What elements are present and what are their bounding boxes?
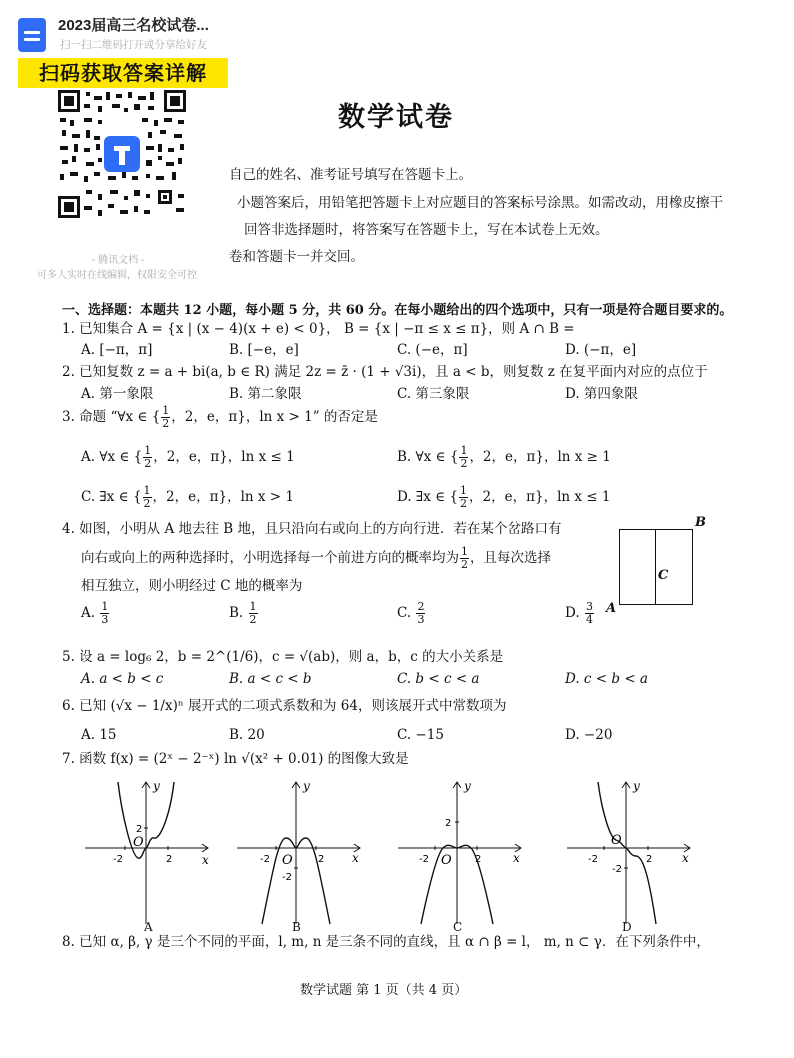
question-4-option-c[interactable]: C. $\frac{2}{3}$ bbox=[397, 600, 425, 626]
svg-text:2: 2 bbox=[166, 854, 173, 865]
question-2-option-d[interactable]: D. 第四象限 bbox=[565, 386, 638, 402]
svg-text:x: x bbox=[682, 851, 689, 865]
question-1-option-b[interactable]: B. [−e，e] bbox=[229, 342, 299, 358]
svg-text:2: 2 bbox=[136, 824, 143, 835]
question-4-line-2: 向右或向上的两种选择时，小明选择每一个前进方向的概率均为 $\frac{1}{2}$ ，且每次选择 bbox=[81, 545, 551, 571]
question-6-stem: 6. 已知 (√x − 1/x)ⁿ 展开式的二项式系数和为 64，则该展开式中常数项为 bbox=[62, 698, 507, 714]
svg-text:2: 2 bbox=[445, 818, 452, 829]
question-5-stem: 5. 设 a = log₆ 2，b = 2^(1/6)，c = √(ab)，则 a，b，c 的大小关系是 bbox=[62, 649, 504, 665]
question-1-option-c[interactable]: C. (−e，π] bbox=[397, 342, 468, 358]
svg-text:y: y bbox=[464, 779, 471, 793]
qr-caption-2: 可多人实时在线编辑，权限安全可控 bbox=[37, 270, 197, 281]
doc-subtitle: 扫一扫二维码打开或分享给好友 bbox=[60, 39, 207, 51]
question-3-option-c[interactable]: C. ∃x ∈ { $\frac{1}{2}$ ，2，e，π}，ln x > 1 bbox=[81, 484, 294, 510]
section-heading: 一、选择题：本题共 12 小题，每小题 5 分，共 60 分。在每小题给出的四个选项中，只有一项是符合题目要求的。 bbox=[62, 303, 733, 318]
svg-text:y: y bbox=[303, 779, 310, 793]
question-7-stem: 7. 函数 f(x) = (2ˣ − 2⁻ˣ) ln √(x² + 0.01) 的图像大致是 bbox=[62, 751, 409, 767]
grid-rect bbox=[619, 529, 693, 605]
question-6-option-c[interactable]: C. −15 bbox=[397, 727, 444, 743]
doc-title[interactable]: 2023届高三名校试卷... bbox=[58, 17, 209, 34]
question-5-option-c[interactable]: C. b < c < a bbox=[397, 671, 480, 687]
svg-text:-2: -2 bbox=[612, 864, 622, 875]
graph-c-plot bbox=[393, 776, 543, 926]
svg-text:-2: -2 bbox=[282, 872, 292, 883]
question-3-option-a[interactable]: A. ∀x ∈ { $\frac{1}{2}$ ，2，e，π}，ln x ≤ 1 bbox=[81, 444, 295, 470]
svg-text:y: y bbox=[633, 779, 640, 793]
graph-d-plot bbox=[562, 776, 712, 926]
question-3-option-d[interactable]: D. ∃x ∈ { $\frac{1}{2}$ ，2，e，π}，ln x ≤ 1 bbox=[397, 484, 611, 510]
note-line-4: 卷和答题卡一并交回。 bbox=[229, 249, 364, 265]
svg-text:2: 2 bbox=[646, 854, 653, 865]
page-title: 数学试卷 bbox=[338, 102, 454, 133]
question-4-figure bbox=[603, 515, 713, 615]
label-c: C bbox=[658, 568, 669, 583]
question-4-option-a[interactable]: A. $\frac{1}{3}$ bbox=[81, 600, 109, 626]
question-5-option-b[interactable]: B. a < c < b bbox=[229, 671, 312, 687]
note-line-2: 小题答案后，用铅笔把答题卡上对应题目的答案标号涂黑。如需改动，用橡皮擦干 bbox=[237, 195, 723, 211]
banner-text: 扫码获取答案详解 bbox=[39, 61, 207, 85]
answer-banner[interactable] bbox=[18, 58, 228, 88]
question-3-stem-a: 3. 命题 “∀x ∈ { bbox=[62, 409, 161, 425]
question-3-stem bbox=[62, 404, 378, 430]
question-1-option-a[interactable]: A. [−π，π] bbox=[81, 342, 153, 358]
graph-option-b[interactable] bbox=[232, 776, 382, 938]
question-8-stem: 8. 已知 α, β, γ 是三个不同的平面，l, m, n 是三条不同的直线，且 α ∩ β = l， m, n ⊂ γ．在下列条件中， bbox=[62, 934, 710, 950]
question-3-option-b[interactable]: B. ∀x ∈ { $\frac{1}{2}$ ，2，e，π}，ln x ≥ 1 bbox=[397, 444, 611, 470]
grid-divider bbox=[655, 529, 656, 605]
graph-a-plot bbox=[80, 776, 230, 926]
svg-text:2: 2 bbox=[475, 854, 482, 865]
note-line-1: 自己的姓名、准考证号填写在答题卡上。 bbox=[229, 167, 472, 183]
question-2-stem: 2. 已知复数 z = a + bi(a, b ∈ R) 满足 2z = z̄ · (1 + √3i)，且 a < b，则复数 z 在复平面内对应的点位于 bbox=[62, 364, 708, 380]
question-6-option-b[interactable]: B. 20 bbox=[229, 727, 265, 743]
graph-d-label: D bbox=[622, 920, 632, 934]
svg-text:x: x bbox=[202, 853, 209, 867]
svg-text:-2: -2 bbox=[588, 854, 598, 865]
svg-text:x: x bbox=[352, 851, 359, 865]
question-4-option-d[interactable]: D. $\frac{3}{4}$ bbox=[565, 600, 593, 626]
svg-text:O: O bbox=[282, 853, 293, 868]
question-4-option-b[interactable]: B. $\frac{1}{2}$ bbox=[229, 600, 257, 626]
graph-option-d[interactable] bbox=[562, 776, 712, 938]
label-a: A bbox=[606, 601, 617, 616]
question-2-option-a[interactable]: A. 第一象限 bbox=[81, 386, 154, 402]
label-b: B bbox=[695, 515, 706, 530]
question-3-stem-b: ，2，e，π}，ln x > 1” 的否定是 bbox=[171, 409, 378, 425]
fraction: $\frac{1}{2}$ bbox=[162, 404, 170, 430]
graph-option-c[interactable] bbox=[393, 776, 543, 938]
graph-b-label: B bbox=[292, 920, 301, 934]
svg-text:O: O bbox=[611, 833, 622, 848]
question-4-line-1: 4. 如图，小明从 A 地去往 B 地，且只沿向右或向上的方向行进．若在某个岔路口有 bbox=[62, 521, 562, 537]
page-footer: 数学试题 第 1 页（共 4 页） bbox=[300, 983, 468, 998]
svg-text:O: O bbox=[133, 835, 144, 850]
qr-code[interactable] bbox=[58, 90, 186, 218]
question-5-option-d[interactable]: D. c < b < a bbox=[565, 671, 648, 687]
question-2-option-b[interactable]: B. 第二象限 bbox=[229, 386, 302, 402]
svg-text:O: O bbox=[441, 853, 452, 868]
question-2-option-c[interactable]: C. 第三象限 bbox=[397, 386, 470, 402]
qr-caption-1: - 腾讯文档 - bbox=[92, 255, 145, 266]
graph-option-a[interactable] bbox=[80, 776, 230, 938]
question-6-option-a[interactable]: A. 15 bbox=[81, 727, 117, 743]
svg-text:2: 2 bbox=[318, 854, 325, 865]
svg-text:y: y bbox=[153, 779, 160, 793]
question-1-option-d[interactable]: D. (−π，e] bbox=[565, 342, 637, 358]
graph-b-plot bbox=[232, 776, 382, 926]
svg-text:x: x bbox=[513, 851, 520, 865]
svg-text:-2: -2 bbox=[419, 854, 429, 865]
svg-text:-2: -2 bbox=[113, 854, 123, 865]
question-6-option-d[interactable]: D. −20 bbox=[565, 727, 613, 743]
question-4-line-3: 相互独立，则小明经过 C 地的概率为 bbox=[81, 578, 303, 594]
note-line-3: 回答非选择题时，将答案写在答题卡上，写在本试卷上无效。 bbox=[244, 222, 609, 238]
svg-text:-2: -2 bbox=[260, 854, 270, 865]
graph-c-label: C bbox=[453, 920, 463, 934]
document-icon bbox=[18, 18, 46, 52]
question-5-option-a[interactable]: A. a < b < c bbox=[81, 671, 164, 687]
question-1-stem: 1. 已知集合 A = {x | (x − 4)(x + e) < 0}， B = {x | −π ≤ x ≤ π}，则 A ∩ B = bbox=[62, 321, 575, 337]
graph-a-label: A bbox=[144, 920, 153, 934]
